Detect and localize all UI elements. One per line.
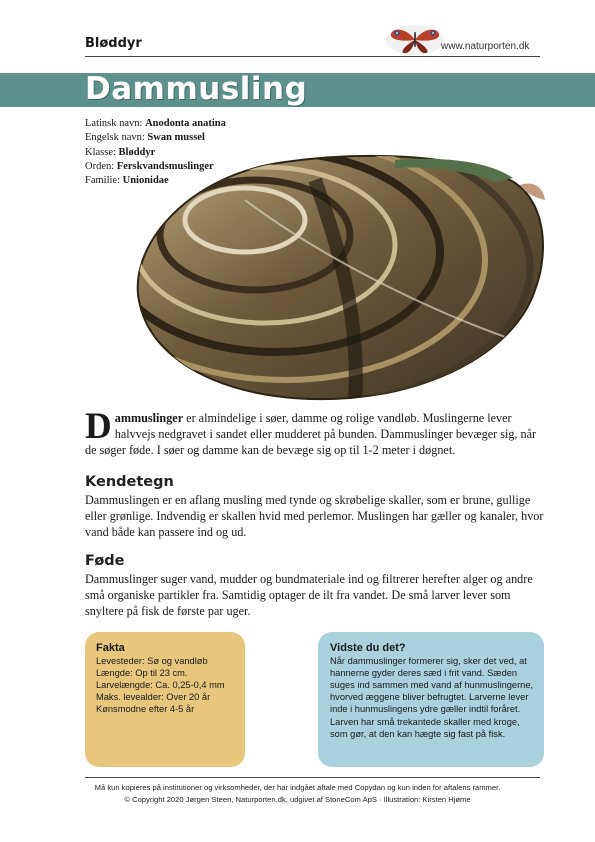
intro-paragraph (85, 406, 547, 459)
paragraph-kendetegn: Dammuslingen er en aflang musling med tynde og skrøbelige skaller, som er brune, gullige eller grønlige. Indvendig er skallen hvid med perlemor. Muslingen har gæller og kanaler, hvor vand både kan passere ind og ud. (85, 493, 544, 540)
fakta-line: Længde: Op til 23 cm. (96, 668, 188, 679)
vidste-text: Når dammuslinger formerer sig, sker det ved, at hannerne gyder deres sæd i frit vand. Sæden suges ind sammen med vand af hunmuslingerne, hvorved æggene bliver befrugtet. Larverne lever inde i hunmuslingens ydre gæller indtil foråret. Larven har små trekantede skaller med kroge, som gør, at den kan hægte sig fast på fisk. (330, 656, 534, 739)
intro-text: er almindelige i søer, damme og rolige vandløb. Muslingerne lever halvvejs nedgravet i sandet eller mudderet på bunden. Dammuslinger bevæger sig, når de søger føde. I søer og damme kan de bevæge sig op til 1-2 meter i døgnet. (85, 411, 537, 458)
heading-kendetegn: Kendetegn (85, 474, 174, 490)
info-latin: Latinsk navn: Anodonta anatina (85, 118, 226, 129)
vidste-title: Vidste du det? (330, 642, 406, 654)
info-class: Klasse: Bløddyr (85, 146, 156, 158)
info-english: Engelsk navn: Swan mussel (85, 132, 205, 144)
mussel-illustration (125, 140, 555, 405)
paragraph-fode: Dammuslinger suger vand, mudder og bundmateriale ind og filtrerer herefter alger og andre små organiske partikler fra. Samtidig optager de ilt fra vandet. De små larver lever som snyltere på fisk de første par uger. (85, 572, 533, 619)
fakta-title: Fakta (96, 642, 125, 654)
vidste-du-det-box (318, 632, 544, 767)
category-label: Bløddyr (85, 36, 142, 51)
heading-fode: Føde (85, 553, 125, 569)
drop-cap: D (85, 406, 112, 447)
header-divider (85, 56, 540, 57)
fakta-line: Levesteder: Sø og vandløb (96, 656, 208, 667)
butterfly-logo-icon (385, 24, 445, 56)
intro-lead: ammuslinger (114, 411, 184, 425)
footer-copyright: © Copyright 2020 Jørgen Steen, Naturporten.dk, udgivet af StoneCom ApS · Illustration: Kirsten Hjøme (124, 795, 471, 804)
fakta-line: Maks. levealder: Over 20 år (96, 692, 211, 703)
footer-license: Må kun kopieres på institutioner og virksomheder, der har indgået aftale med Copydan og kun inden for aftalens rammer. (94, 783, 501, 792)
footer-divider (85, 777, 540, 778)
info-order: Orden: Ferskvandsmuslinger (85, 160, 214, 172)
fakta-line: Larvelængde: Ca. 0,25-0,4 mm (96, 680, 225, 691)
fakta-line: Kønsmodne efter 4-5 år (96, 704, 195, 715)
page-title: Dammusling (85, 71, 308, 107)
info-family: Familie: Unionidae (85, 175, 169, 187)
fakta-box (85, 632, 245, 767)
site-url: www.naturporten.dk (441, 41, 530, 52)
